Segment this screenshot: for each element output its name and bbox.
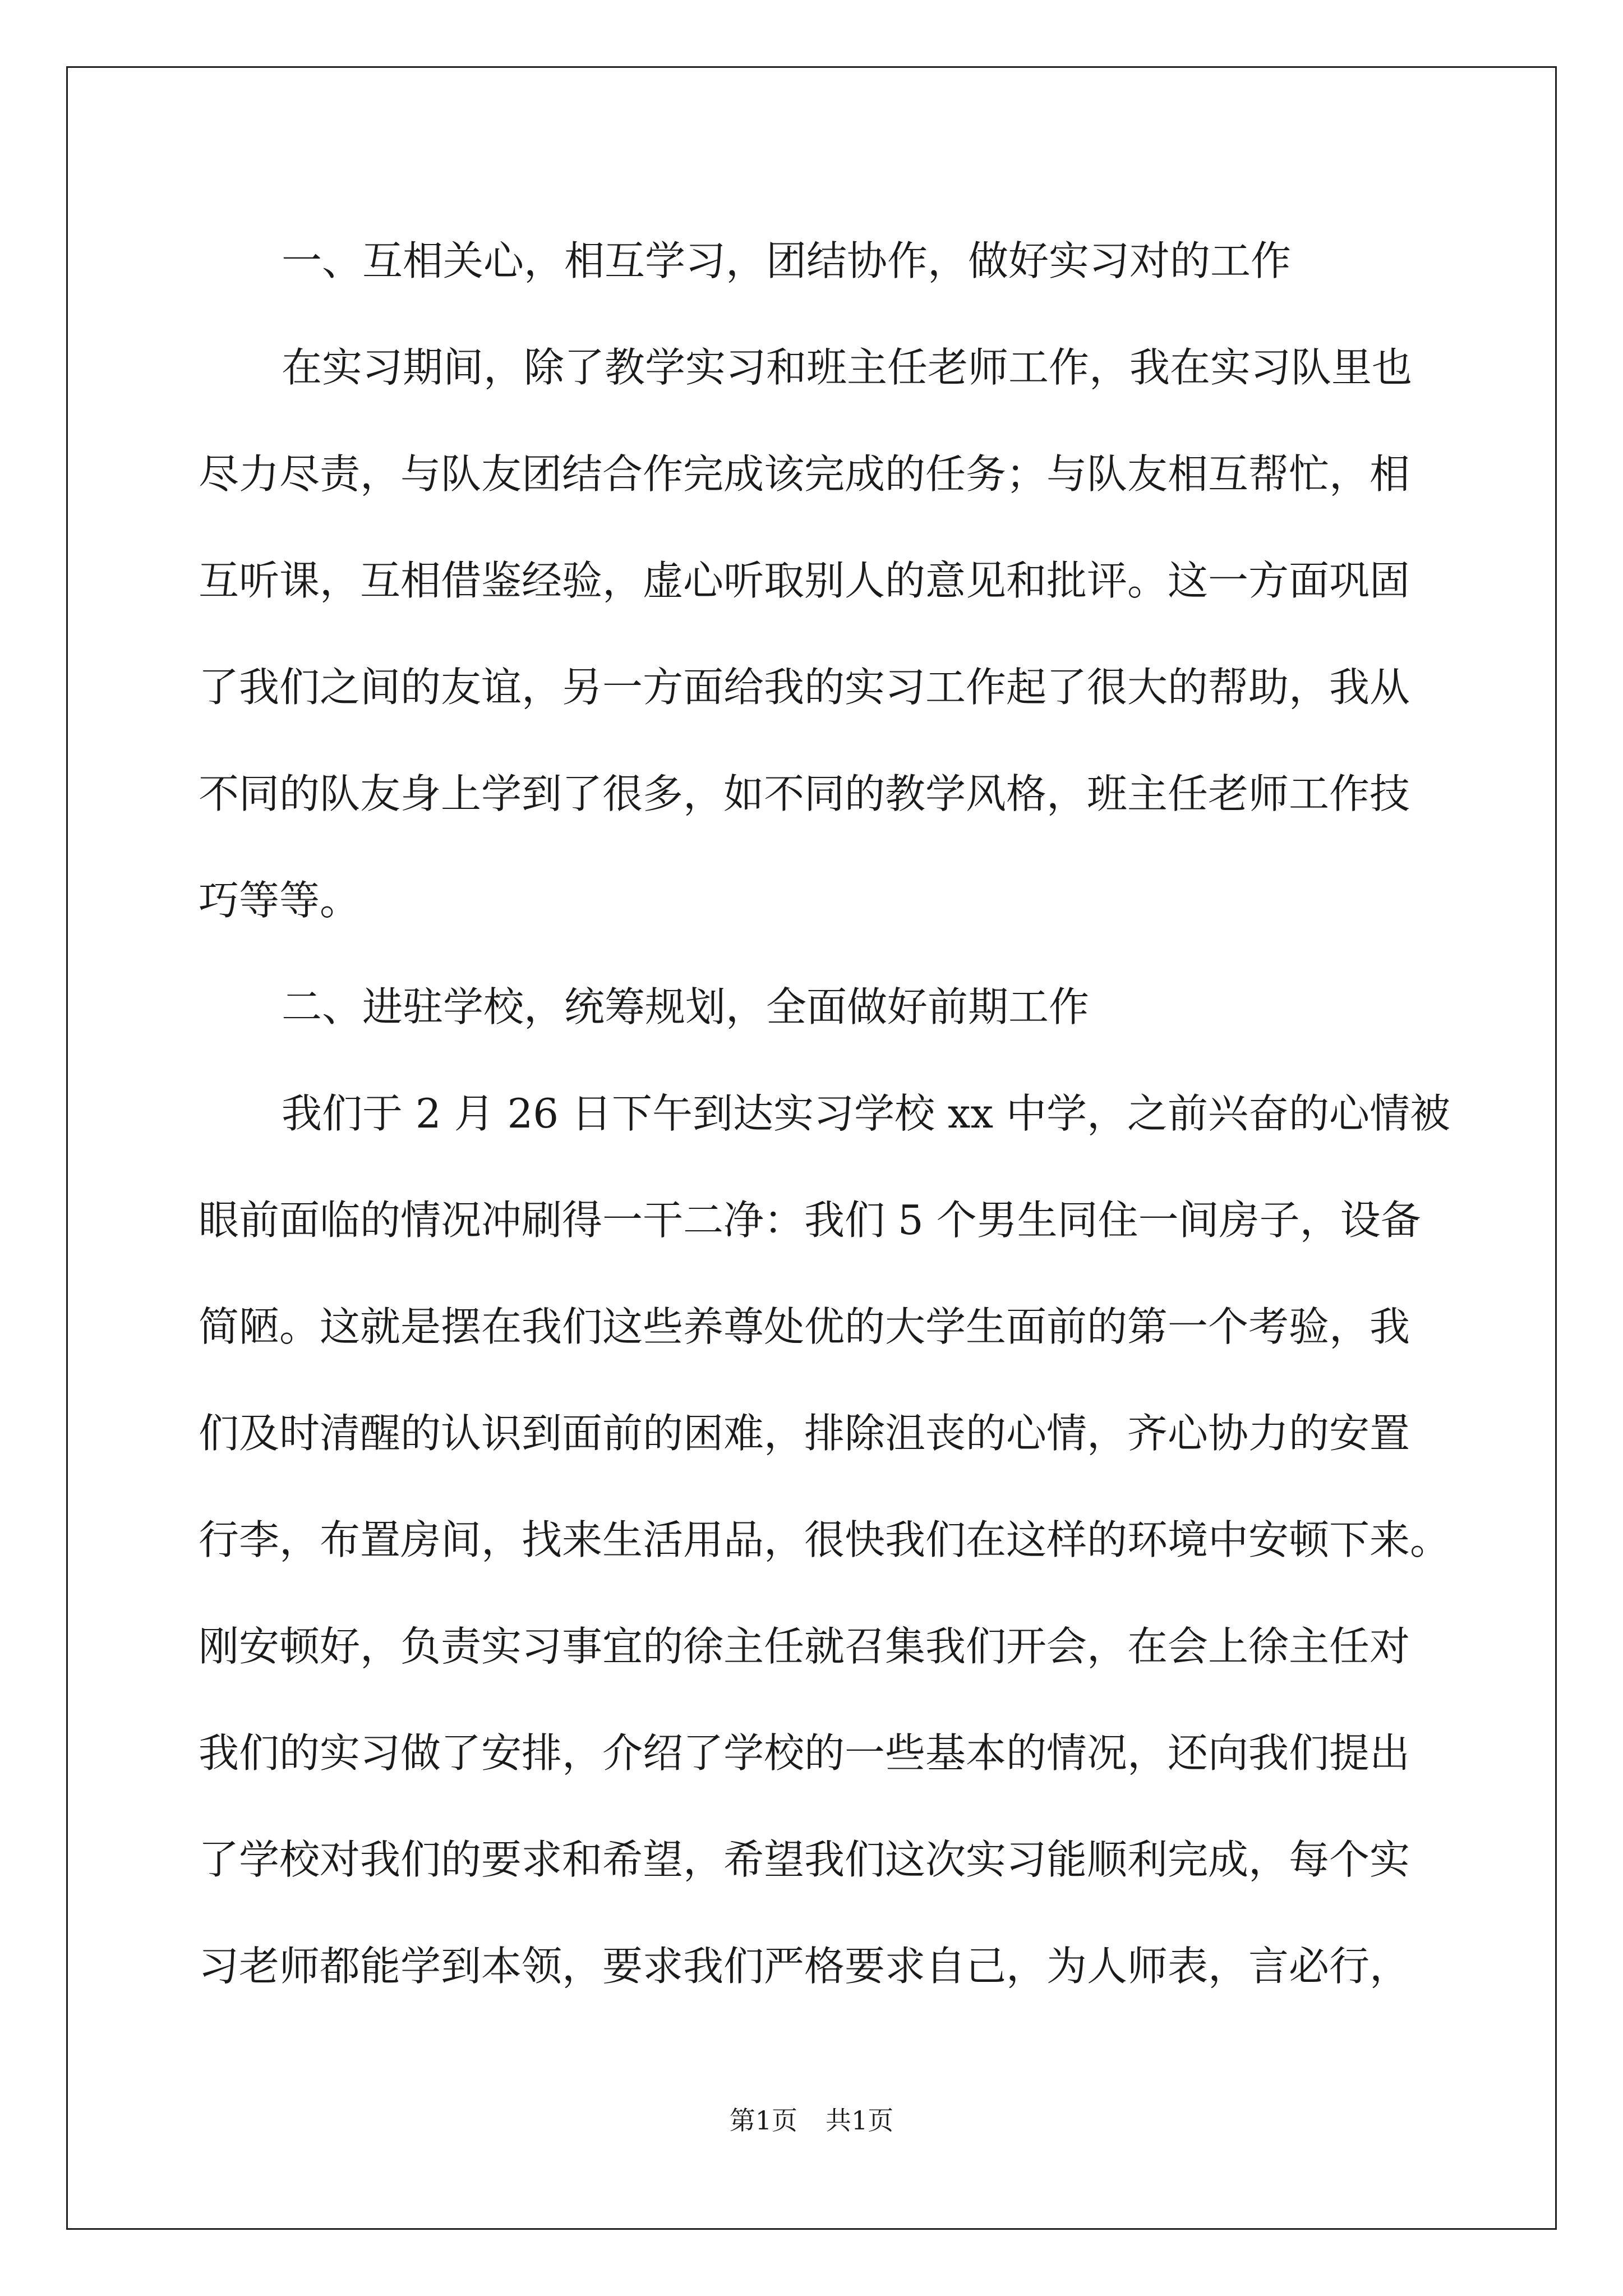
paragraph-line: 眼前面临的情况冲刷得一干二净：我们 5 个男生同住一间房子，设备 — [199, 1197, 1421, 1244]
section-heading-1: 一、互相关心，相互学习，团结协作，做好实习对的工作 — [282, 237, 1292, 284]
paragraph-line: 们及时清醒的认识到面前的困难，排除沮丧的心情，齐心协力的安置 — [199, 1410, 1410, 1457]
section-heading-2: 二、进驻学校，统筹规划，全面做好前期工作 — [282, 983, 1090, 1030]
paragraph-line: 行李，布置房间，找来生活用品，很快我们在这样的环境中安顿下来。 — [199, 1516, 1451, 1563]
page-total: 共1页 — [826, 2105, 894, 2136]
paragraph-line: 习老师都能学到本领，要求我们严格要求自己，为人师表，言必行， — [199, 1943, 1410, 1990]
paragraph-line: 在实习期间，除了教学实习和班主任老师工作，我在实习队里也 — [282, 344, 1413, 391]
paragraph-line: 刚安顿好，负责实习事宜的徐主任就召集我们开会，在会上徐主任对 — [199, 1623, 1410, 1670]
page-number: 第1页 — [729, 2105, 797, 2136]
document-body — [199, 208, 1451, 2019]
paragraph-line: 简陋。这就是摆在我们这些养尊处优的大学生面前的第一个考验，我 — [199, 1303, 1410, 1350]
paragraph-line: 尽力尽责，与队友团结合作完成该完成的任务；与队友相互帮忙，相 — [199, 450, 1410, 498]
page-footer — [0, 2104, 1623, 2137]
paragraph-line: 我们的实习做了安排，介绍了学校的一些基本的情况，还向我们提出 — [199, 1729, 1410, 1777]
paragraph-line: 了我们之间的友谊，另一方面给我的实习工作起了很大的帮助，我从 — [199, 664, 1410, 711]
paragraph-line: 了学校对我们的要求和希望，希望我们这次实习能顺利完成，每个实 — [199, 1836, 1410, 1883]
paragraph-line: 巧等等。 — [199, 877, 361, 924]
paragraph-line: 我们于 2 月 26 日下午到达实习学校 xx 中学，之前兴奋的心情被 — [282, 1090, 1450, 1137]
paragraph-line: 互听课，互相借鉴经验，虚心听取别人的意见和批评。这一方面巩固 — [199, 557, 1410, 604]
paragraph-line: 不同的队友身上学到了很多，如不同的教学风格，班主任老师工作技 — [199, 770, 1410, 817]
